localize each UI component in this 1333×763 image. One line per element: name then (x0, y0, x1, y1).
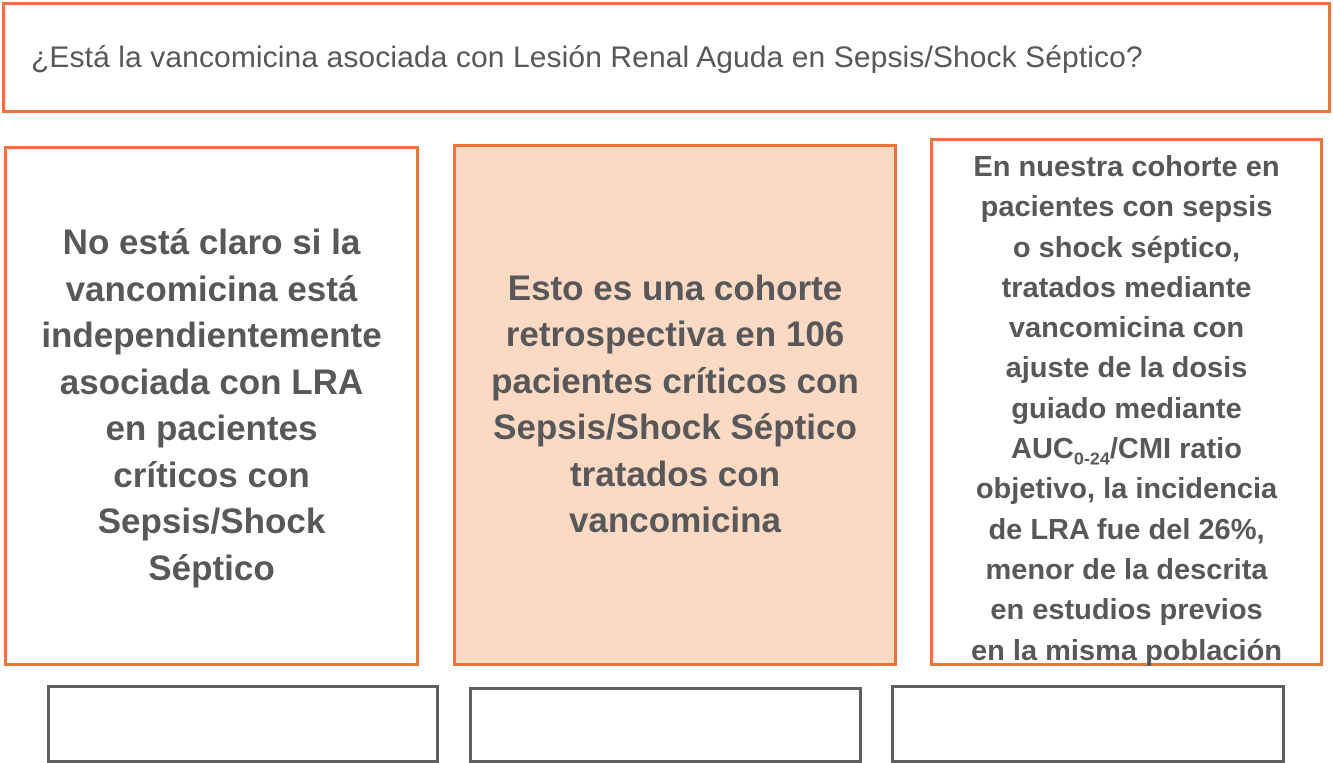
auc-ratio-suffix: /CMI ratio (1109, 433, 1242, 466)
conclusion-line: de LRA fue del 26%, (988, 513, 1265, 546)
background-line: Sepsis/Shock (97, 502, 326, 541)
background-line: asociada con LRA (59, 362, 364, 402)
empty-box-left (47, 685, 439, 763)
methods-line: pacientes críticos con (491, 361, 859, 401)
methods-line: vancomicina (568, 501, 782, 540)
auc-label: AUC (1011, 433, 1074, 466)
conclusion-line: tratados mediante (1001, 271, 1252, 304)
question-box (2, 2, 1331, 113)
conclusion-line: pacientes con sepsis (980, 191, 1273, 224)
conclusion-line: o shock séptico, (1012, 231, 1241, 264)
auc-ratio-line (971, 429, 1282, 469)
methods-panel (453, 144, 897, 666)
background-panel (4, 146, 419, 666)
conclusion-line: vancomicina con (1008, 312, 1245, 345)
methods-line: tratados con (569, 454, 781, 494)
background-line: vancomicina está (65, 269, 358, 309)
conclusion-line: menor de la descrita (985, 553, 1268, 586)
question-title: ¿Está la vancomicina asociada con Lesión Renal Aguda en Sepsis/Shock Séptico? (31, 40, 1143, 74)
background-text (41, 220, 381, 592)
methods-line: retrospectiva en 106 (505, 315, 845, 354)
background-line: en pacientes (105, 409, 318, 448)
background-line: Séptico (148, 548, 275, 588)
conclusion-line: guiado mediante (1011, 392, 1242, 425)
background-line: independientemente (41, 316, 382, 355)
conclusion-line: en estudios previos (990, 594, 1263, 627)
empty-box-right (891, 685, 1285, 763)
methods-line: Sepsis/Shock Séptico (493, 408, 857, 447)
background-line: No está claro si la (62, 223, 361, 262)
auc-subscript: 0-24 (1073, 448, 1110, 469)
methods-text (491, 266, 859, 545)
empty-box-center (469, 687, 862, 763)
conclusion-text (971, 147, 1282, 671)
conclusion-panel (930, 138, 1323, 666)
conclusion-line: objetivo, la incidencia (975, 473, 1278, 506)
conclusion-line: en la misma población (970, 634, 1283, 667)
conclusion-line: En nuestra cohorte en (973, 151, 1280, 183)
background-line: críticos con (113, 455, 310, 495)
methods-line: Esto es una cohorte (507, 268, 843, 308)
conclusion-line: ajuste de la dosis (1005, 352, 1248, 385)
